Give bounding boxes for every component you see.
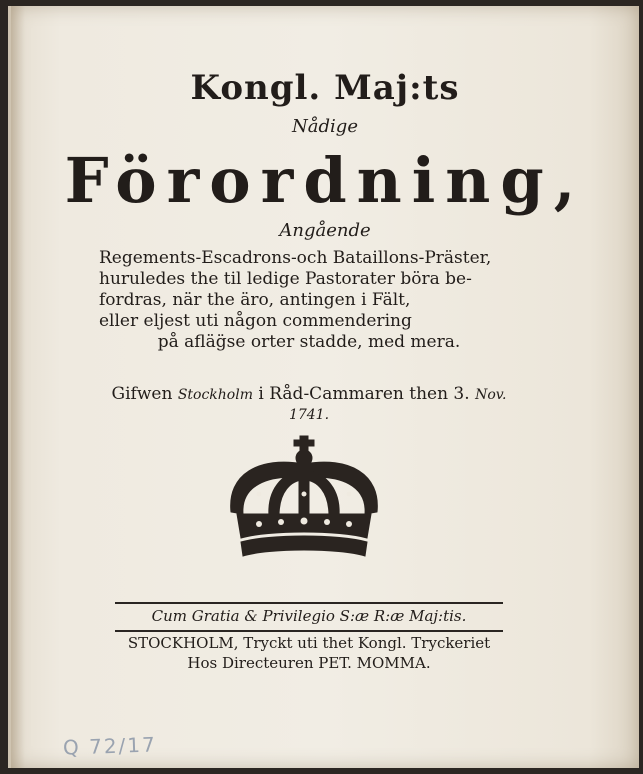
subject-text	[99, 248, 519, 353]
title-line-2: Nådige	[292, 116, 358, 137]
subject-line: Regements-Escadrons-och Bataillons-Präster,	[99, 248, 492, 268]
given-place: Stockholm	[177, 387, 253, 403]
crown-icon	[219, 434, 389, 562]
imprint-line-2: Hos Directeuren PET. MOMMA.	[187, 654, 431, 672]
given-prefix: Gifwen	[111, 384, 173, 404]
title-line-4: Angående	[279, 220, 371, 241]
bottom-rule	[115, 630, 503, 632]
given-year: 1741.	[288, 407, 330, 423]
subject-line: på afläg̈se orter stadde, med mera.	[157, 332, 461, 352]
pencil-annotation: Q 72/17	[62, 732, 158, 760]
privilege-line: Cum Gratia & Privilegio S:æ R:æ Maj:tis.	[151, 607, 467, 625]
title-main: Förordning,	[64, 144, 586, 217]
subject-line: huruledes the til ledige Pastorater böra be-	[99, 269, 472, 289]
imprint	[107, 633, 511, 673]
top-rule	[115, 602, 503, 604]
subject-line: eller eljest uti någon commendering	[99, 311, 412, 331]
imprint-line-1: STOCKHOLM, Tryckt uti thet Kongl. Tryckeriet	[127, 634, 491, 652]
subject-line: fordras, när the äro, antingen i Fält,	[99, 290, 411, 310]
title-line-1: Kongl. Maj:ts	[190, 68, 460, 108]
given-middle: i Råd-Cammaren then 3.	[258, 384, 470, 404]
given-date-line	[99, 384, 519, 424]
document-page	[8, 6, 639, 768]
given-month: Nov.	[475, 387, 507, 403]
